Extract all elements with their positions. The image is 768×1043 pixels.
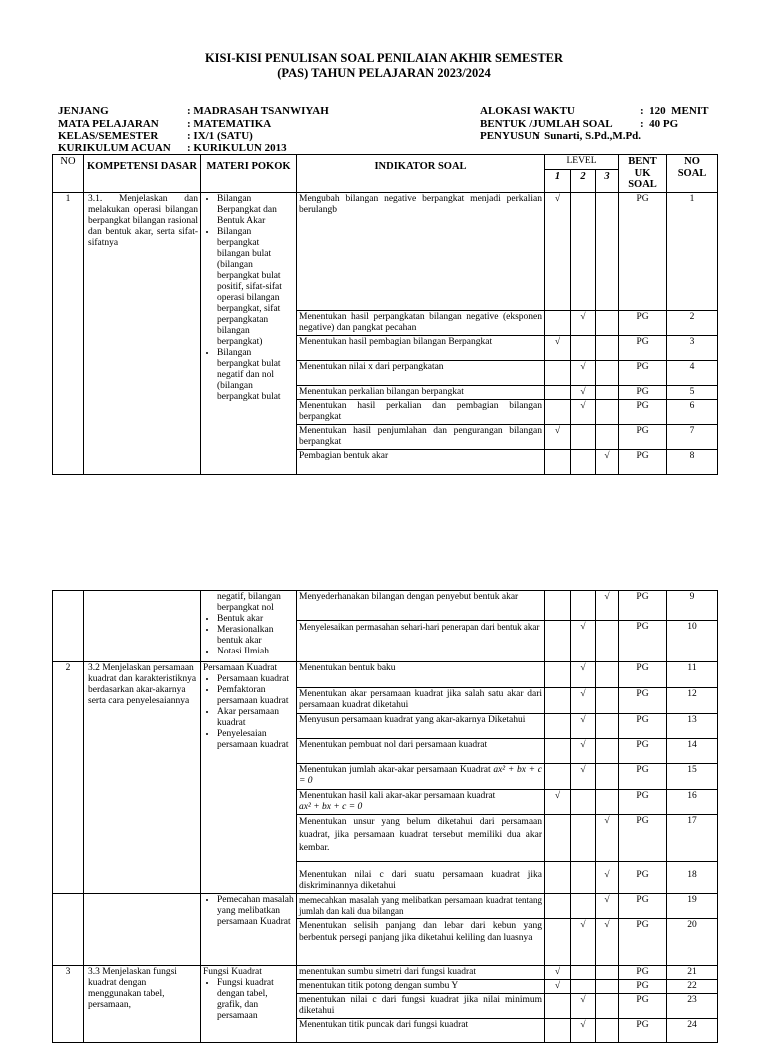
indikator-cell: menentukan nilai c dari fungsi kuadrat jika nilai minimum diketahui [297,994,545,1019]
table-row [53,591,718,621]
level1-cell [545,714,571,739]
level3-cell [596,966,619,980]
bentuk-cell: PG [619,424,667,449]
indikator-cell: Menentukan nilai x dari perpangkatan [297,360,545,385]
materi-item: • Bilangan berpangkat bulat negatif dan nol (bilangan berpangkat bulat [217,348,294,403]
bentuk-cell: PG [619,662,667,688]
meta-kelas-value: : IX/1 (SATU) [187,130,253,142]
meta-bentuk-label: BENTUK /JUMLAH SOAL [480,118,613,130]
materi-item: • Bilangan berpangkat bilangan bulat (bilangan berpangkat bulat positif, sifat-sifat operasi bilangan berpangkat, sifat perpangkatan bilangan berpangkat) [217,227,294,348]
level2-cell [571,335,596,360]
table-row [53,662,718,688]
document-title-line2: (PAS) TAHUN PELAJARAN 2023/2024 [277,66,491,80]
bentuk-cell: PG [619,192,667,310]
level3-cell [596,424,619,449]
row-number: 3 [53,966,84,1043]
level3-cell [596,335,619,360]
materi-item: • Pemfaktoran persamaan kuadrat [217,685,294,707]
row-number [53,894,84,966]
nosoal-cell: 9 [667,591,718,621]
document-title-line1: KISI-KISI PENULISAN SOAL PENILAIAN AKHIR SEMESTER [204,51,564,65]
level3-cell: √ [596,449,619,474]
level3-cell [596,621,619,662]
indikator-cell: Menyusun persamaan kuadrat yang akar-akarnya Diketahui [297,714,545,739]
level2-cell: √ [571,385,596,399]
level3-cell [596,310,619,335]
level2-cell [571,980,596,994]
level1-cell: √ [545,966,571,980]
bentuk-cell: PG [619,621,667,662]
bentuk-cell: PG [619,790,667,815]
level1-cell [545,994,571,1019]
materi-item: • Fungsi kuadrat dengan tabel, grafik, dan persamaan [217,978,294,1022]
indikator-cell: Menentukan selisih panjang dan lebar dari kebun yang berbentuk persegi panjang jika diketahui keliling dan luasnya [297,919,545,966]
kd-cell: 3.3 Menjelaskan fungsi kuadrat dengan menggunakan tabel, persamaan, [84,966,201,1043]
indikator-cell: Menyelesaikan permasahan sehari-hari penerapan dari bentuk akar [297,621,545,662]
bentuk-cell: PG [619,385,667,399]
bentuk-cell: PG [619,688,667,714]
materi-item: • Notasi Ilmiah [217,647,294,653]
materi-cell [201,662,297,894]
col-header-nosoal: NO SOAL [667,155,718,193]
indikator-cell: Mengubah bilangan negative berpangkat menjadi perkalian berulangb [297,192,545,310]
bentuk-cell: PG [619,1019,667,1043]
col-header-level: LEVEL [545,155,619,170]
level1-cell [545,662,571,688]
level3-cell [596,739,619,764]
level2-cell [571,815,596,862]
bentuk-cell: PG [619,335,667,360]
bentuk-cell: PG [619,894,667,919]
level2-cell: √ [571,399,596,424]
meta-jenjang-value: : MADRASAH TSANWIYAH [187,105,329,117]
kisi-kisi-table-page1 [52,154,718,475]
indikator-cell: Menentukan perkalian bilangan berpangkat [297,385,545,399]
bentuk-cell: PG [619,815,667,862]
level2-cell [571,862,596,894]
bentuk-cell: PG [619,739,667,764]
col-header-bentuk: BENT UK SOAL [619,155,667,193]
level1-cell: √ [545,335,571,360]
col-header-level-3: 3 [596,169,619,192]
meta-penyusun-value: : Sunarti, S.Pd.,M.Pd. [535,130,642,142]
bentuk-cell: PG [619,919,667,966]
indikator-cell: Menentukan hasil kali akar-akar persamaan kuadrat ax² + bx + c = 0 [297,790,545,815]
materi-lead: negatif, bilangan berpangkat nol [217,592,281,613]
bentuk-cell: PG [619,764,667,790]
nosoal-cell: 13 [667,714,718,739]
nosoal-cell: 2 [667,310,718,335]
level1-cell: √ [545,980,571,994]
kd-cell [84,591,201,662]
level3-cell [596,790,619,815]
level2-cell: √ [571,688,596,714]
level3-cell [596,688,619,714]
level1-cell: √ [545,424,571,449]
indikator-cell: Menyederhanakan bilangan dengan penyebut bentuk akar [297,591,545,621]
level3-cell [596,994,619,1019]
nosoal-cell: 18 [667,862,718,894]
indikator-cell: Menentukan bentuk baku [297,662,545,688]
level2-cell: √ [571,310,596,335]
level2-cell [571,894,596,919]
page-break [0,475,768,587]
nosoal-cell: 20 [667,919,718,966]
row-number: 1 [53,192,84,474]
indikator-cell: Menentukan unsur yang belum diketahui dari persamaan kuadrat, jika persamaan kuadrat tersebut memiliki dua akar kembar. [297,815,545,862]
meta-kurikulum-label: KURIKULUM ACUAN [58,142,171,154]
level2-cell: √ [571,994,596,1019]
kd-cell [84,894,201,966]
meta-kurikulum-value: : KURIKULUN 2013 [187,142,287,154]
nosoal-cell: 8 [667,449,718,474]
nosoal-cell: 19 [667,894,718,919]
meta-jenjang-label: JENJANG [58,105,109,117]
level1-cell [545,688,571,714]
materi-item: • Pemecahan masalah yang melibatkan persamaan Kuadrat [217,895,294,928]
level3-cell: √ [596,862,619,894]
materi-item: • Bilangan Berpangkat dan Bentuk Akar [217,194,294,227]
table-row [53,192,718,310]
indikator-cell: Menentukan titik puncak dari fungsi kuadrat [297,1019,545,1043]
materi-cell [201,966,297,1043]
indikator-cell: Menentukan nilai c dari suatu persamaan kuadrat jika diskriminannya diketahui [297,862,545,894]
level2-cell: √ [571,621,596,662]
nosoal-cell: 12 [667,688,718,714]
indikator-cell: Menentukan hasil perkalian dan pembagian bilangan berpangkat [297,399,545,424]
level2-cell [571,424,596,449]
meta-kelas-label: KELAS/SEMESTER [58,130,159,142]
meta-alokasi-label: ALOKASI WAKTU [480,105,575,117]
indikator-cell: menentukan titik potong dengan sumbu Y [297,980,545,994]
bentuk-cell: PG [619,994,667,1019]
col-header-indikator: INDIKATOR SOAL [297,155,545,193]
level2-cell: √ [571,1019,596,1043]
level1-cell [545,399,571,424]
col-header-no: NO [53,155,84,193]
level3-cell [596,764,619,790]
meta-mapel-label: MATA PELAJARAN [58,118,159,130]
bentuk-cell: PG [619,399,667,424]
level1-cell [545,739,571,764]
materi-item: • Akar persamaan kuadrat [217,707,294,729]
bentuk-cell: PG [619,449,667,474]
level1-cell [545,894,571,919]
level1-cell [545,591,571,621]
level2-cell: √ [571,714,596,739]
nosoal-cell: 1 [667,192,718,310]
bentuk-cell: PG [619,360,667,385]
level1-cell [545,621,571,662]
nosoal-cell: 17 [667,815,718,862]
level3-cell: √ [596,591,619,621]
level2-cell [571,591,596,621]
materi-item: • Merasionalkan bentuk akar [217,625,294,647]
level3-cell: √ [596,815,619,862]
bentuk-cell: PG [619,980,667,994]
level2-cell: √ [571,360,596,385]
level2-cell [571,449,596,474]
nosoal-cell: 14 [667,739,718,764]
level1-cell [545,449,571,474]
nosoal-cell: 4 [667,360,718,385]
level1-cell [545,1019,571,1043]
indikator-cell: memecahkan masalah yang melibatkan persamaan kuadrat tentang jumlah dan kali dua bilangan [297,894,545,919]
level2-cell: √ [571,662,596,688]
indikator-cell: Menentukan pembuat nol dari persamaan kuadrat [297,739,545,764]
level1-cell [545,815,571,862]
materi-cell [201,591,297,662]
meta-mapel-value: : MATEMATIKA [187,118,272,130]
nosoal-cell: 7 [667,424,718,449]
level1-cell [545,360,571,385]
nosoal-cell: 3 [667,335,718,360]
nosoal-cell: 16 [667,790,718,815]
kd-cell: 3.1. Menjelaskan dan melakukan operasi bilangan berpangkat bilangan rasional dan bentuk akar, serta sifat-sifatnya [84,192,201,474]
level1-cell [545,764,571,790]
indikator-cell: Menentukan hasil pembagian bilangan Berpangkat [297,335,545,360]
level2-cell: √ [571,764,596,790]
level1-cell: √ [545,192,571,310]
materi-cell [201,192,297,474]
bentuk-cell: PG [619,862,667,894]
nosoal-cell: 10 [667,621,718,662]
bentuk-cell: PG [619,966,667,980]
indikator-cell: Menentukan hasil penjumlahan dan pengurangan bilangan berpangkat [297,424,545,449]
indikator-cell: menentukan sumbu simetri dari fungsi kuadrat [297,966,545,980]
level2-cell: √ [571,919,596,966]
level1-cell [545,862,571,894]
nosoal-cell: 11 [667,662,718,688]
level3-cell [596,662,619,688]
level2-cell [571,192,596,310]
table-row [53,894,718,919]
level1-cell: √ [545,790,571,815]
row-number [53,591,84,662]
meta-alokasi-value: : 120 MENIT [640,105,709,117]
formula: ax² + bx + c = 0 [299,802,363,812]
col-header-materi: MATERI POKOK [201,155,297,193]
nosoal-cell: 21 [667,966,718,980]
level3-cell [596,980,619,994]
nosoal-cell: 6 [667,399,718,424]
meta-penyusun-label: PENYUSUN [480,130,540,142]
materi-item: • Penyelesaian persamaan kuadrat [217,729,294,751]
level3-cell [596,360,619,385]
level1-cell [545,919,571,966]
nosoal-cell: 5 [667,385,718,399]
indikator-cell: Menentukan hasil perpangkatan bilangan negative (eksponen negative) dan pangkat pecahan [297,310,545,335]
level3-cell [596,1019,619,1043]
bentuk-cell: PG [619,714,667,739]
materi-item: • Persamaan kuadrat [217,674,294,685]
bentuk-cell: PG [619,591,667,621]
meta-bentuk-value: : 40 PG [640,118,679,130]
table-row [53,966,718,980]
kd-cell: 3.2 Menjelaskan persamaan kuadrat dan karakteristiknya berdasarkan akar-akarnya serta cara penyelesaiannya [84,662,201,894]
kisi-kisi-table-page2 [52,590,718,1043]
nosoal-cell: 23 [667,994,718,1019]
col-header-level-1: 1 [545,169,571,192]
indikator-cell: Menentukan akar persamaan kuadrat jika salah satu akar dari persamaan kuadrat diketahui [297,688,545,714]
level1-cell [545,385,571,399]
materi-cell [201,894,297,966]
col-header-level-2: 2 [571,169,596,192]
row-number: 2 [53,662,84,894]
bentuk-cell: PG [619,310,667,335]
formula: ax² + bx + c = 0 [299,765,542,786]
materi-lead: Persamaan Kuadrat [203,663,278,673]
nosoal-cell: 24 [667,1019,718,1043]
level3-cell [596,385,619,399]
nosoal-cell: 15 [667,764,718,790]
nosoal-cell: 22 [667,980,718,994]
level3-cell [596,714,619,739]
level1-cell [545,310,571,335]
level3-cell [596,192,619,310]
level2-cell [571,790,596,815]
materi-item: • Bentuk akar [217,614,294,625]
level3-cell: √ [596,919,619,966]
level3-cell: √ [596,894,619,919]
level2-cell: √ [571,739,596,764]
col-header-kd: KOMPETENSI DASAR [84,155,201,193]
level3-cell [596,399,619,424]
indikator-cell: Menentukan jumlah akar-akar persamaan Kuadrat ax² + bx + c = 0 [297,764,545,790]
materi-lead: Fungsi Kuadrat [203,967,262,977]
level2-cell [571,966,596,980]
indikator-cell: Pembagian bentuk akar [297,449,545,474]
